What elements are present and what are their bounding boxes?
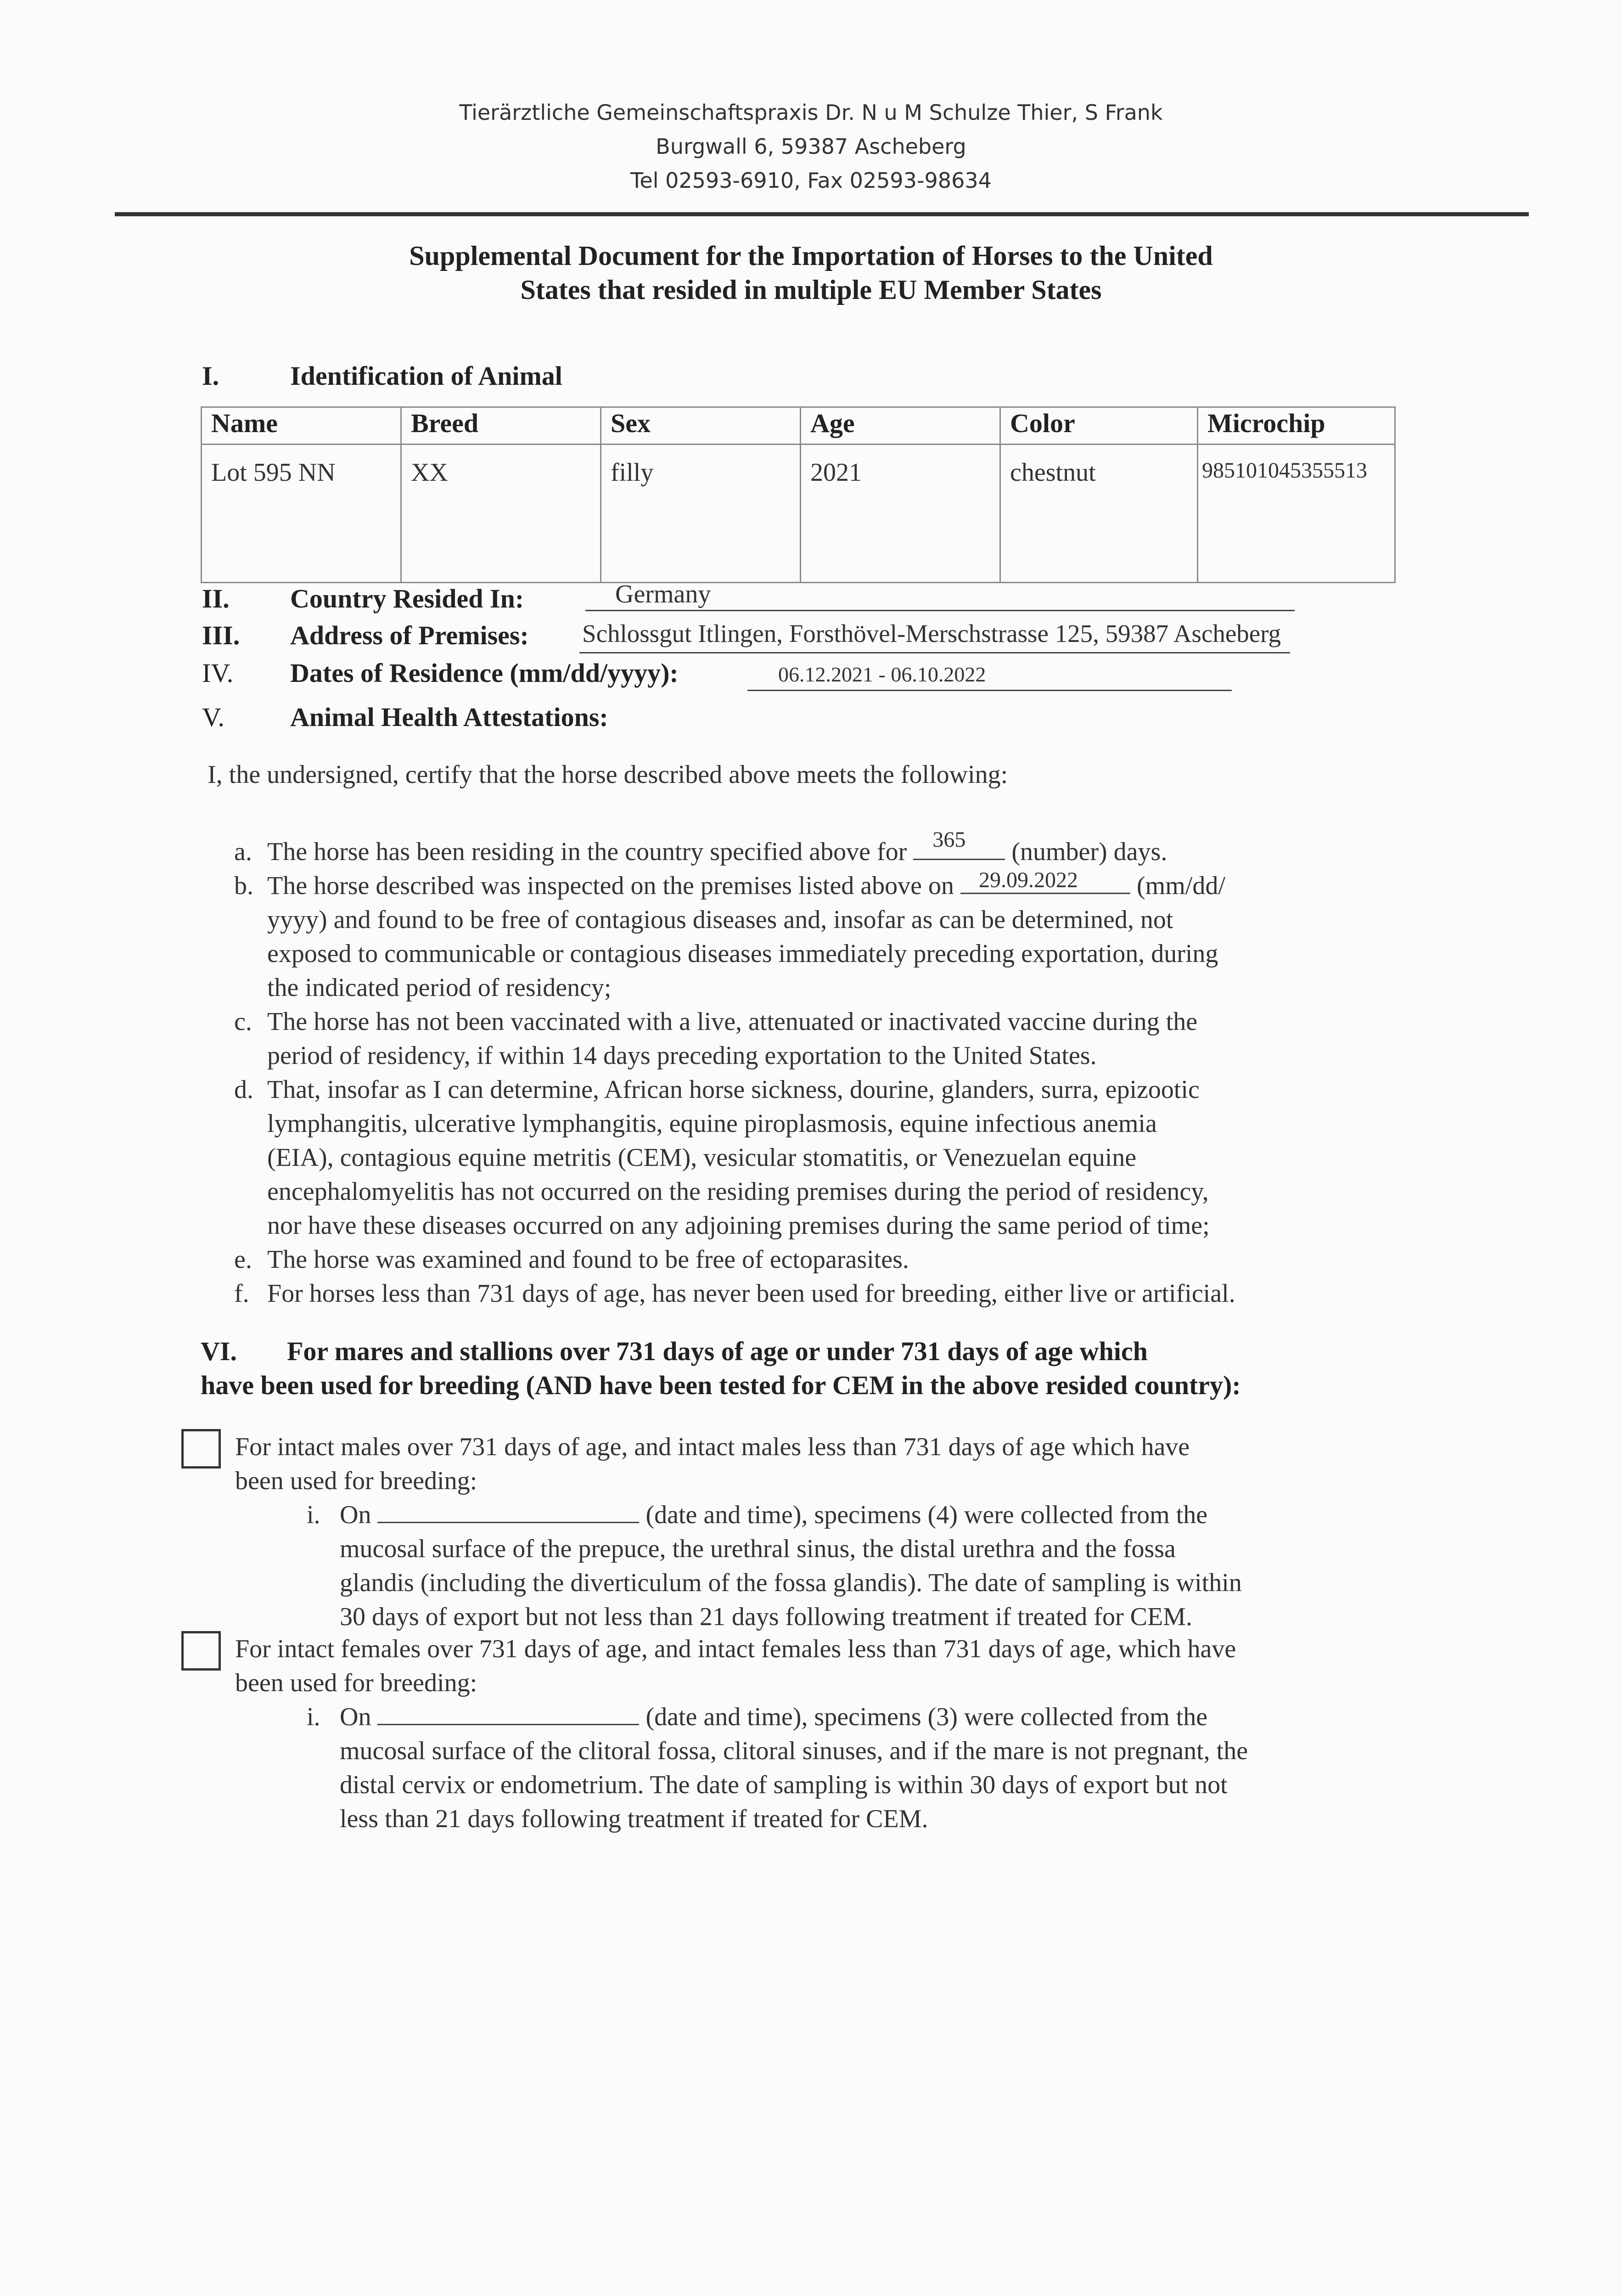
attestation-d-line-3: (EIA), contagious equine metritis (CEM), vesicular stomatitis, or Venezuelan equine bbox=[267, 1143, 1137, 1172]
attestation-d bbox=[234, 1073, 1210, 1243]
attestation-d-letter: d. bbox=[234, 1075, 253, 1104]
intact-females-checkbox[interactable] bbox=[181, 1631, 221, 1671]
attestation-d-line-1: That, insofar as I can determine, African horse sickness, dourine, glanders, surra, epizootic bbox=[267, 1075, 1200, 1104]
premises-address-label: Address of Premises: bbox=[290, 620, 529, 650]
residence-dates-value: 06.12.2021 - 06.10.2022 bbox=[778, 663, 986, 686]
attestation-c-letter: c. bbox=[234, 1007, 252, 1036]
females-sampling-line-2: mucosal surface of the clitoral fossa, clitoral sinuses, and if the mare is not pregnant, the bbox=[340, 1737, 1248, 1765]
section-6-number: VI. bbox=[201, 1336, 237, 1366]
letterhead-phone-fax: Tel 02593-6910, Fax 02593-98634 bbox=[630, 168, 992, 193]
males-sampling-date-field[interactable] bbox=[377, 1498, 639, 1523]
attestation-b-date-format: (mm/dd/ bbox=[1137, 872, 1225, 900]
attestation-c-line-1: The horse has not been vaccinated with a live, attenuated or inactivated vaccine during the bbox=[267, 1007, 1198, 1036]
section-3-number: III. bbox=[202, 620, 240, 650]
letterhead-divider bbox=[115, 212, 1529, 216]
intact-males-text bbox=[235, 1430, 1190, 1498]
attestation-b-line-4: the indicated period of residency; bbox=[267, 974, 612, 1002]
attestation-c bbox=[234, 1005, 1198, 1073]
residence-dates-underline bbox=[747, 690, 1232, 691]
cell-microchip: 985101045355513 bbox=[1198, 445, 1395, 583]
inspection-date-value: 29.09.2022 bbox=[979, 868, 1078, 892]
females-sampling-item-number: i. bbox=[307, 1703, 320, 1731]
cell-breed: XX bbox=[401, 445, 601, 583]
attestation-a-letter: a. bbox=[234, 838, 252, 866]
certification-intro: I, the undersigned, certify that the horse described above meets the following: bbox=[208, 760, 1008, 789]
residence-dates-label: Dates of Residence (mm/dd/yyyy): bbox=[290, 658, 679, 688]
section-6-heading bbox=[201, 1334, 1241, 1402]
table-row bbox=[202, 445, 1395, 583]
females-sampling-line-3: distal cervix or endometrium. The date of sampling is within 30 days of export but not bbox=[340, 1771, 1228, 1799]
females-sampling-date-field[interactable] bbox=[377, 1700, 639, 1725]
animal-identification-table bbox=[201, 406, 1396, 583]
cell-sex: filly bbox=[601, 445, 801, 583]
attestation-a-text: The horse has been residing in the country specified above for bbox=[267, 838, 907, 866]
section-1-number: I. bbox=[202, 361, 219, 391]
section-6-heading-line-1: For mares and stallions over 731 days of age or under 731 days of age which bbox=[286, 1336, 1148, 1366]
document-title bbox=[0, 239, 1622, 307]
column-header-color: Color bbox=[1000, 407, 1198, 445]
attestation-e bbox=[234, 1243, 909, 1277]
letterhead-address: Burgwall 6, 59387 Ascheberg bbox=[656, 134, 966, 159]
inspection-date-field bbox=[960, 869, 1130, 894]
intact-females-line-2: been used for breeding: bbox=[235, 1669, 477, 1697]
males-sampling-line-4: 30 days of export but not less than 21 days following treatment if treated for CEM. bbox=[340, 1603, 1192, 1631]
premises-address-value: Schlossgut Itlingen, Forsthövel-Merschstrasse 125, 59387 Ascheberg bbox=[582, 619, 1281, 647]
attestation-b-letter: b. bbox=[234, 872, 253, 900]
column-header-breed: Breed bbox=[401, 407, 601, 445]
table-header-row bbox=[202, 407, 1395, 445]
document-title-line-1: Supplemental Document for the Importation of Horses to the United bbox=[409, 241, 1213, 271]
intact-males-line-1: For intact males over 731 days of age, and intact males less than 731 days of age which have bbox=[235, 1433, 1190, 1461]
males-sampling-line-2: mucosal surface of the prepuce, the urethral sinus, the distal urethra and the fossa bbox=[340, 1535, 1176, 1563]
attestation-b bbox=[234, 868, 1225, 1005]
attestation-d-line-2: lymphangitis, ulcerative lymphangitis, equine piroplasmosis, equine infectious anemia bbox=[267, 1109, 1157, 1138]
attestation-b-text: The horse described was inspected on the premises listed above on bbox=[267, 872, 954, 900]
cell-color: chestnut bbox=[1000, 445, 1198, 583]
intact-males-checkbox[interactable] bbox=[181, 1429, 221, 1469]
residing-days-value: 365 bbox=[932, 827, 966, 852]
attestation-b-line-2: yyyy) and found to be free of contagious diseases and, insofar as can be determined, not bbox=[267, 906, 1173, 934]
country-resided-underline bbox=[585, 610, 1295, 611]
cell-age: 2021 bbox=[801, 445, 1000, 583]
males-sampling-item-number: i. bbox=[307, 1501, 320, 1529]
males-sampling-text: (date and time), specimens (4) were collected from the bbox=[645, 1501, 1208, 1529]
males-sampling-item bbox=[307, 1498, 1242, 1634]
females-sampling-on: On bbox=[340, 1703, 371, 1731]
column-header-age: Age bbox=[801, 407, 1000, 445]
intact-females-line-1: For intact females over 731 days of age, and intact females less than 731 days of age, which have bbox=[235, 1635, 1236, 1663]
column-header-sex: Sex bbox=[601, 407, 801, 445]
females-sampling-item bbox=[307, 1700, 1248, 1836]
section-1-title: Identification of Animal bbox=[290, 361, 562, 391]
females-sampling-text: (date and time), specimens (3) were collected from the bbox=[645, 1703, 1208, 1731]
letterhead-clinic-name: Tierärztliche Gemeinschaftspraxis Dr. N u M Schulze Thier, S Frank bbox=[459, 100, 1163, 125]
attestation-e-letter: e. bbox=[234, 1245, 252, 1274]
country-resided-label: Country Resided In: bbox=[290, 584, 524, 613]
attestation-d-line-4: encephalomyelitis has not occurred on the residing premises during the period of residency, bbox=[267, 1177, 1209, 1206]
intact-males-line-2: been used for breeding: bbox=[235, 1467, 477, 1495]
females-sampling-line-4: less than 21 days following treatment if treated for CEM. bbox=[340, 1805, 928, 1833]
section-2-number: II. bbox=[202, 584, 230, 613]
males-sampling-on: On bbox=[340, 1501, 371, 1529]
section-5-title: Animal Health Attestations: bbox=[290, 702, 608, 732]
attestation-e-line-1: The horse was examined and found to be free of ectoparasites. bbox=[267, 1245, 909, 1274]
attestation-f-line-1: For horses less than 731 days of age, has never been used for breeding, either live or artificial. bbox=[267, 1279, 1235, 1308]
column-header-name: Name bbox=[202, 407, 401, 445]
cell-name: Lot 595 NN bbox=[202, 445, 401, 583]
section-4-number: IV. bbox=[202, 658, 234, 688]
column-header-microchip: Microchip bbox=[1198, 407, 1395, 445]
country-resided-value: Germany bbox=[615, 580, 711, 608]
intact-females-text bbox=[235, 1632, 1236, 1700]
attestation-f bbox=[234, 1277, 1235, 1311]
residing-days-field bbox=[913, 827, 1005, 860]
attestation-c-line-2: period of residency, if within 14 days preceding exportation to the United States. bbox=[267, 1041, 1097, 1070]
section-5-number: V. bbox=[202, 702, 224, 732]
document-title-line-2: States that resided in multiple EU Member States bbox=[520, 275, 1102, 305]
attestation-f-letter: f. bbox=[234, 1279, 249, 1308]
attestation-a-suffix: (number) days. bbox=[1011, 838, 1167, 866]
premises-address-underline bbox=[579, 652, 1290, 653]
section-6-heading-line-2: have been used for breeding (AND have been tested for CEM in the above resided country): bbox=[201, 1370, 1241, 1400]
attestation-b-line-3: exposed to communicable or contagious diseases immediately preceding exportation, during bbox=[267, 940, 1218, 968]
males-sampling-line-3: glandis (including the diverticulum of the fossa glandis). The date of sampling is within bbox=[340, 1569, 1242, 1597]
attestation-d-line-5: nor have these diseases occurred on any adjoining premises during the same period of time; bbox=[267, 1211, 1210, 1240]
